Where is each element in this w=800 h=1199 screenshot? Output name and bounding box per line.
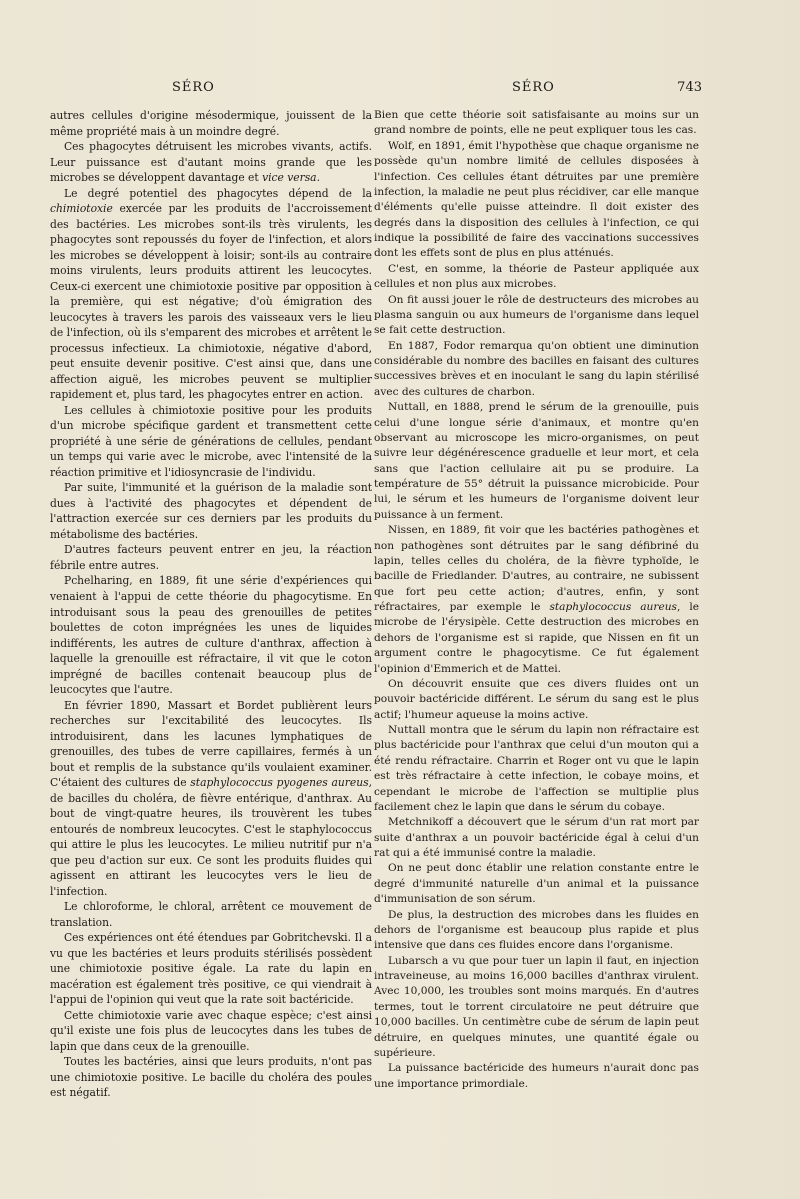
paragraph: [374, 1061, 699, 1092]
paragraph-text: Wolf, en 1891, émit l'hypothèse que chaque organisme ne possède qu'un nombre limité de cellules disposées à l'infection. Ces cellules étant détruites par une première infection, la maladie ne peut plus récidiver, car elle manque d'éléments qu'elle puisse atteindre. Il doit exister des degrés dans la disposition des cellules à l'infection, ce qui indique la possibilité de faire des vaccinations successives dont les effets sont de plus en plus atténués.: [374, 139, 699, 260]
paragraph-text: De plus, la destruction des microbes dans les fluides en dehors de l'organisme est beaucoup plus rapide et plus intensive que dans ces fluides encore dans l'organisme.: [374, 908, 699, 952]
paragraph: [50, 698, 372, 900]
paragraph: [374, 108, 699, 139]
paragraph: [374, 815, 699, 861]
paragraph: [374, 677, 699, 723]
paragraph: [374, 954, 699, 1062]
paragraph-text: D'autres facteurs peuvent entrer en jeu, la réaction fébrile entre autres.: [50, 543, 372, 572]
paragraph-text-continued: exercée par les produits de l'accroissement des bactéries. Les microbes sont-ils très virulents, les phagocytes sont repoussés du foyer de l'infection, et alors les microbes se développent à loisir; sont-ils au contraire moins virulents, leurs produits attirent les leucocytes. Ceux-ci exercent une chimiotoxie positive par opposition à la première, qui est négative; d'où émigration des leucocytes à travers les parois des vaisseaux vers le lieu de l'infection, où ils s'emparent des microbes et arrêtent le processus infectieux. La chimiotoxie, négative d'abord, peut ensuite devenir positive. C'est ainsi que, dans une affection aiguë, les microbes peuvent se multiplier rapidement et, plus tard, les phagocytes entrer en action.: [50, 202, 372, 402]
running-header: [100, 80, 700, 100]
paragraph: [374, 339, 699, 401]
paragraph: [50, 403, 372, 481]
paragraph-text: Metchnikoff a découvert que le sérum d'un rat mort par suite d'anthrax a un pouvoir bactéricide égal à celui d'un rat qui a été immunisé contre la maladie.: [374, 816, 699, 859]
paragraph: [50, 1054, 372, 1101]
paragraph-text: Le degré potentiel des phagocytes dépend de la: [64, 186, 372, 200]
paragraph: [50, 480, 372, 542]
paragraph-text: Ces phagocytes détruisent les microbes vivants, actifs. Leur puissance est d'autant moins grande que les microbes se développent davantage et: [50, 140, 372, 185]
header-right-title: SÉRO: [512, 80, 555, 95]
paragraph-text: Nuttall montra que le sérum du lapin non réfractaire est plus bactéricide pour l'anthrax que celui d'un mouton qui a été rendu réfractaire. Charrin et Roger ont vu que le lapin est très réfractaire à cette infection, le cobaye moins, et cependant le microbe de l'affection se multiplie plus facilement chez le lapin que dans le sérum du cobaye.: [374, 724, 699, 813]
paragraph: [50, 573, 372, 697]
paragraph-text-continued: , le microbe de l'érysipèle. Cette destruction des microbes en dehors de l'organisme est si rapide, que Nissen en fit un argument contre le phagocytisme. Ce fut également l'opinion d'Emmerich et de Mattei.: [374, 601, 699, 675]
paragraph: [374, 523, 699, 677]
paragraph-text: C'est, en somme, la théorie de Pasteur appliquée aux cellules et non plus aux microbes.: [374, 262, 699, 291]
page-number: 743: [677, 80, 702, 95]
italic-term: chimiotoxie: [50, 202, 113, 216]
paragraph-text: Le chloroforme, le chloral, arrêtent ce mouvement de translation.: [50, 900, 372, 929]
paragraph: [50, 139, 372, 186]
header-left-title: SÉRO: [172, 80, 215, 95]
italic-term: staphylococcus aureus: [549, 601, 677, 613]
paragraph: [50, 186, 372, 403]
paragraph: [374, 861, 699, 907]
paragraph-text: Pchelharing, en 1889, fit une série d'expériences qui venaient à l'appui de cette théorie du phagocytisme. En introduisant sous la peau des grenouilles de petites boulettes de coton imprégnées les unes de liquides indifférents, les autres de culture d'anthrax, affection à laquelle la grenouille est réfractaire, il vit que le coton imprégné de bacilles contenait beaucoup plus de leucocytes que l'autre.: [50, 574, 372, 697]
paragraph-text: En 1887, Fodor remarqua qu'on obtient une diminution considérable du nombre des bacilles en faisant des cultures successives brèves et en inoculant le sang du lapin stérilisé avec des cultures de charbon.: [374, 339, 699, 398]
paragraph-text: autres cellules d'origine mésodermique, jouissent de la même propriété mais à un moindre degré.: [50, 109, 372, 138]
right-column: [374, 108, 699, 1092]
italic-term: staphylococcus pyogenes aureus: [190, 776, 369, 790]
left-column: [50, 108, 372, 1101]
paragraph-text: Bien que cette théorie soit satisfaisante au moins sur un grand nombre de points, elle ne peut expliquer tous les cas.: [374, 109, 699, 137]
paragraph: [374, 262, 699, 293]
paragraph: [374, 908, 699, 954]
paragraph-text: On fit aussi jouer le rôle de destructeurs des microbes au plasma sanguin ou aux humeurs de l'organisme dans lequel se fait cette destruction.: [374, 293, 699, 337]
paragraph-text: On découvrit ensuite que ces divers fluides ont un pouvoir bactéricide différent. Le sérum du sang est le plus actif; l'humeur aqueuse la moins active.: [374, 677, 699, 721]
paragraph: [50, 899, 372, 930]
paragraph-text: Ces expériences ont été étendues par Gobritchevski. Il a vu que les bactéries et leurs produits stérilisés possèdent une chimiotoxie positive égale. La rate du lapin en macération est également très positive, ce qui viendrait à l'appui de l'opinion qui veut que la rate soit bactéricide.: [50, 931, 372, 1007]
paragraph: [374, 400, 699, 523]
paragraph-text: Nissen, en 1889, fit voir que les bactéries pathogènes et non pathogènes sont détruites par le sang défibriné du lapin, telles celles du choléra, de la fièvre typhoïde, le bacille de Friedlander. D'autres, au contraire, ne subissent que fort peu cette action; d'autres, enfin, y sont réfractaires, par exemple le: [374, 524, 699, 613]
paragraph: [50, 542, 372, 573]
paragraph-text: Toutes les bactéries, ainsi que leurs produits, n'ont pas une chimiotoxie positive. Le bacille du choléra des poules est négatif.: [50, 1055, 372, 1100]
paragraph-text: La puissance bactéricide des humeurs n'aurait donc pas une importance primordiale.: [374, 1062, 699, 1090]
paragraph-text: Par suite, l'immunité et la guérison de la maladie sont dues à l'activité des phagocytes et dépendent de l'attraction exercée sur ces derniers par les produits du métabolisme des bactéries.: [50, 481, 372, 541]
paragraph-text: Lubarsch a vu que pour tuer un lapin il faut, en injection intraveineuse, au moins 16,000 bacilles d'anthrax virulent. Avec 10,000, les troubles sont moins marqués. En d'autres termes, tout le torrent circulatoire ne peut détruire que 10,000 bacilles. Un centimètre cube de sérum de lapin peut détruire, en quelques minutes, une quantité égale ou supérieure.: [374, 954, 699, 1059]
italic-term: vice versa: [262, 171, 317, 185]
paragraph-text-continued: , de bacilles du choléra, de fièvre entérique, d'anthrax. Au bout de vingt-quatre heures, ils trouvèrent les tubes entourés de nombreux leucocytes. C'est le staphylococcus qui attire le plus les leucocytes. Le milieu nutritif pur n'a que peu d'action sur eux. Ce sont les produits fluides qui agissent en attirant les leucocytes vers le lieu de l'infection.: [50, 776, 372, 898]
paragraph-text-continued: .: [316, 171, 320, 185]
paragraph: [374, 139, 699, 262]
paragraph-text: En février 1890, Massart et Bordet publièrent leurs recherches sur l'excitabilité des leucocytes. Ils introduisirent, dans les lacunes lymphatiques de grenouilles, des tubes de verre capillaires, fermés à un bout et remplis de la substance qu'ils voulaient examiner. C'étaient des cultures de: [50, 698, 372, 790]
paragraph: [50, 1008, 372, 1055]
paragraph-text: Cette chimiotoxie varie avec chaque espèce; c'est ainsi qu'il existe une fois plus de leucocytes dans les tubes de lapin que dans ceux de la grenouille.: [50, 1008, 372, 1053]
paragraph: [50, 930, 372, 1008]
paragraph: [374, 723, 699, 815]
paragraph-text: Les cellules à chimiotoxie positive pour les produits d'un microbe spécifique gardent et transmettent cette propriété à une série de générations de cellules, pendant un temps qui varie avec le microbe, avec l'intensité de la réaction primitive et l'idiosyncrasie de l'individu.: [50, 403, 372, 479]
paragraph: [374, 293, 699, 339]
paragraph: [50, 108, 372, 139]
paragraph-text: Nuttall, en 1888, prend le sérum de la grenouille, puis celui d'une longue série d'animaux, et montre qu'en observant au microscope les micro-organismes, on peut suivre leur dégénérescence graduelle et leur mort, et cela sans que l'action cellulaire ait pu se produire. La température de 55° détruit la puissance microbicide. Pour lui, le sérum et les humeurs de l'organisme doivent leur puissance à un ferment.: [374, 401, 699, 521]
paragraph-text: On ne peut donc établir une relation constante entre le degré d'immunité naturelle d'un animal et la puissance d'immunisation de son sérum.: [374, 862, 699, 906]
